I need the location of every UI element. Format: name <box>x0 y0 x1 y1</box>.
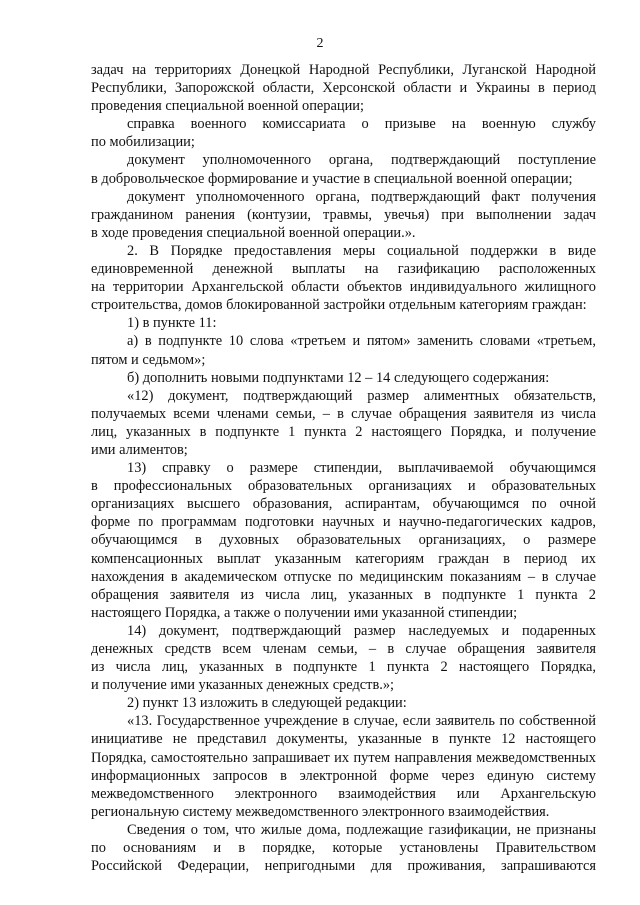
text-line: обучающимся в духовных образовательных организациях, о размере <box>91 532 596 549</box>
text-line: из числа лиц, указанных в подпункте 1 пункта 2 настоящего Порядка, <box>91 659 596 676</box>
text-line: и получение ими указанных денежных средств.»; <box>91 677 395 694</box>
text-line: пятом и седьмом»; <box>91 351 206 368</box>
text-line: в ходе проведения специальной военной операции.». <box>91 224 416 241</box>
text-line: денежных средств всем членам семьи, – в случае обращения заявителя <box>91 641 596 657</box>
text-line: Республики, Запорожской области, Херсонской области и Украины в период <box>91 80 596 97</box>
text-line: ими алиментов; <box>91 441 188 458</box>
text-line: б) дополнить новыми подпунктами 12 – 14 следующего содержания: <box>127 369 550 386</box>
document-body <box>91 61 596 875</box>
text-line: форме по программам подготовки научных и научно-педагогических кадров, <box>91 514 596 531</box>
text-line: справка военного комиссариата о призыве на военную службу <box>127 116 596 133</box>
text-line: нахождения в академическом отпуске по медицинским показаниям – в случае <box>91 568 596 585</box>
text-line: Сведения о том, что жилые дома, подлежащие газификации, не признаны <box>127 821 596 838</box>
text-line: в добровольческое формирование и участие в специальной военной операции; <box>91 170 573 187</box>
text-line: 2. В Порядке предоставления меры социальной поддержки в виде <box>127 242 596 259</box>
text-line: 13) справку о размере стипендии, выплачиваемой обучающимся <box>127 460 596 477</box>
text-line: обращения заявителя из числа лиц, указанных в подпункте 1 пункта 2 <box>91 586 596 603</box>
text-line: документ уполномоченного органа, подтверждающий факт получения <box>127 188 596 205</box>
text-line: инициативе не представил документы, указанные в пункте 12 настоящего <box>91 731 596 748</box>
text-line: Порядка, самостоятельно запрашивает их путем направления межведомственных <box>91 749 596 766</box>
text-line: по мобилизации; <box>91 134 195 151</box>
text-line: компенсационных выплат указанным категориям граждан в период их <box>91 550 596 567</box>
text-line: проведения специальной военной операции; <box>91 98 364 115</box>
text-line: а) в подпункте 10 слова «третьем и пятом» заменить словами «третьем, <box>127 333 596 350</box>
text-line: 1) в пункте 11: <box>127 315 217 332</box>
text-line: организациях высшего образования, аспирантам, обучающимся по очной <box>91 496 596 513</box>
text-line: единовременной денежной выплаты на газификацию расположенных <box>91 261 596 278</box>
text-line: в профессиональных образовательных организациях и образовательных <box>91 478 596 495</box>
text-line: документ уполномоченного органа, подтверждающий поступление <box>127 152 596 169</box>
text-line: 2) пункт 13 изложить в следующей редакции: <box>127 695 407 712</box>
text-line: на территории Архангельской области объектов индивидуального жилищного <box>91 279 596 296</box>
text-line: по основаниям и в порядке, которые установлены Правительством <box>91 840 596 857</box>
text-line: лиц, указанных в подпункте 1 пункта 2 настоящего Порядка, и получение <box>91 423 596 440</box>
text-line: региональную систему межведомственного электронного взаимодействия. <box>91 803 550 820</box>
text-line: 14) документ, подтверждающий размер наследуемых и подаренных <box>127 622 596 639</box>
text-line: информационных запросов в электронной форме через единую систему <box>91 767 596 784</box>
text-line: настоящего Порядка, а также о получении ими указанной стипендии; <box>91 604 518 621</box>
text-line: получаемых всеми членами семьи, – в случае обращения заявителя из числа <box>91 405 596 422</box>
text-line: «13. Государственное учреждение в случае, если заявитель по собственной <box>127 713 596 730</box>
text-line: Российской Федерации, непригодными для проживания, запрашиваются <box>91 858 596 875</box>
text-line: гражданином ранения (контузии, травмы, увечья) при выполнении задач <box>91 206 596 223</box>
text-line: строительства, домов блокированной застройки отдельным категориям граждан: <box>91 297 587 314</box>
page-number: 2 <box>316 36 324 51</box>
text-line: межведомственного электронного взаимодействия или Архангельскую <box>91 785 596 802</box>
text-line: задач на территориях Донецкой Народной Республики, Луганской Народной <box>91 62 596 78</box>
text-line: «12) документ, подтверждающий размер алиментных обязательств, <box>127 387 596 404</box>
